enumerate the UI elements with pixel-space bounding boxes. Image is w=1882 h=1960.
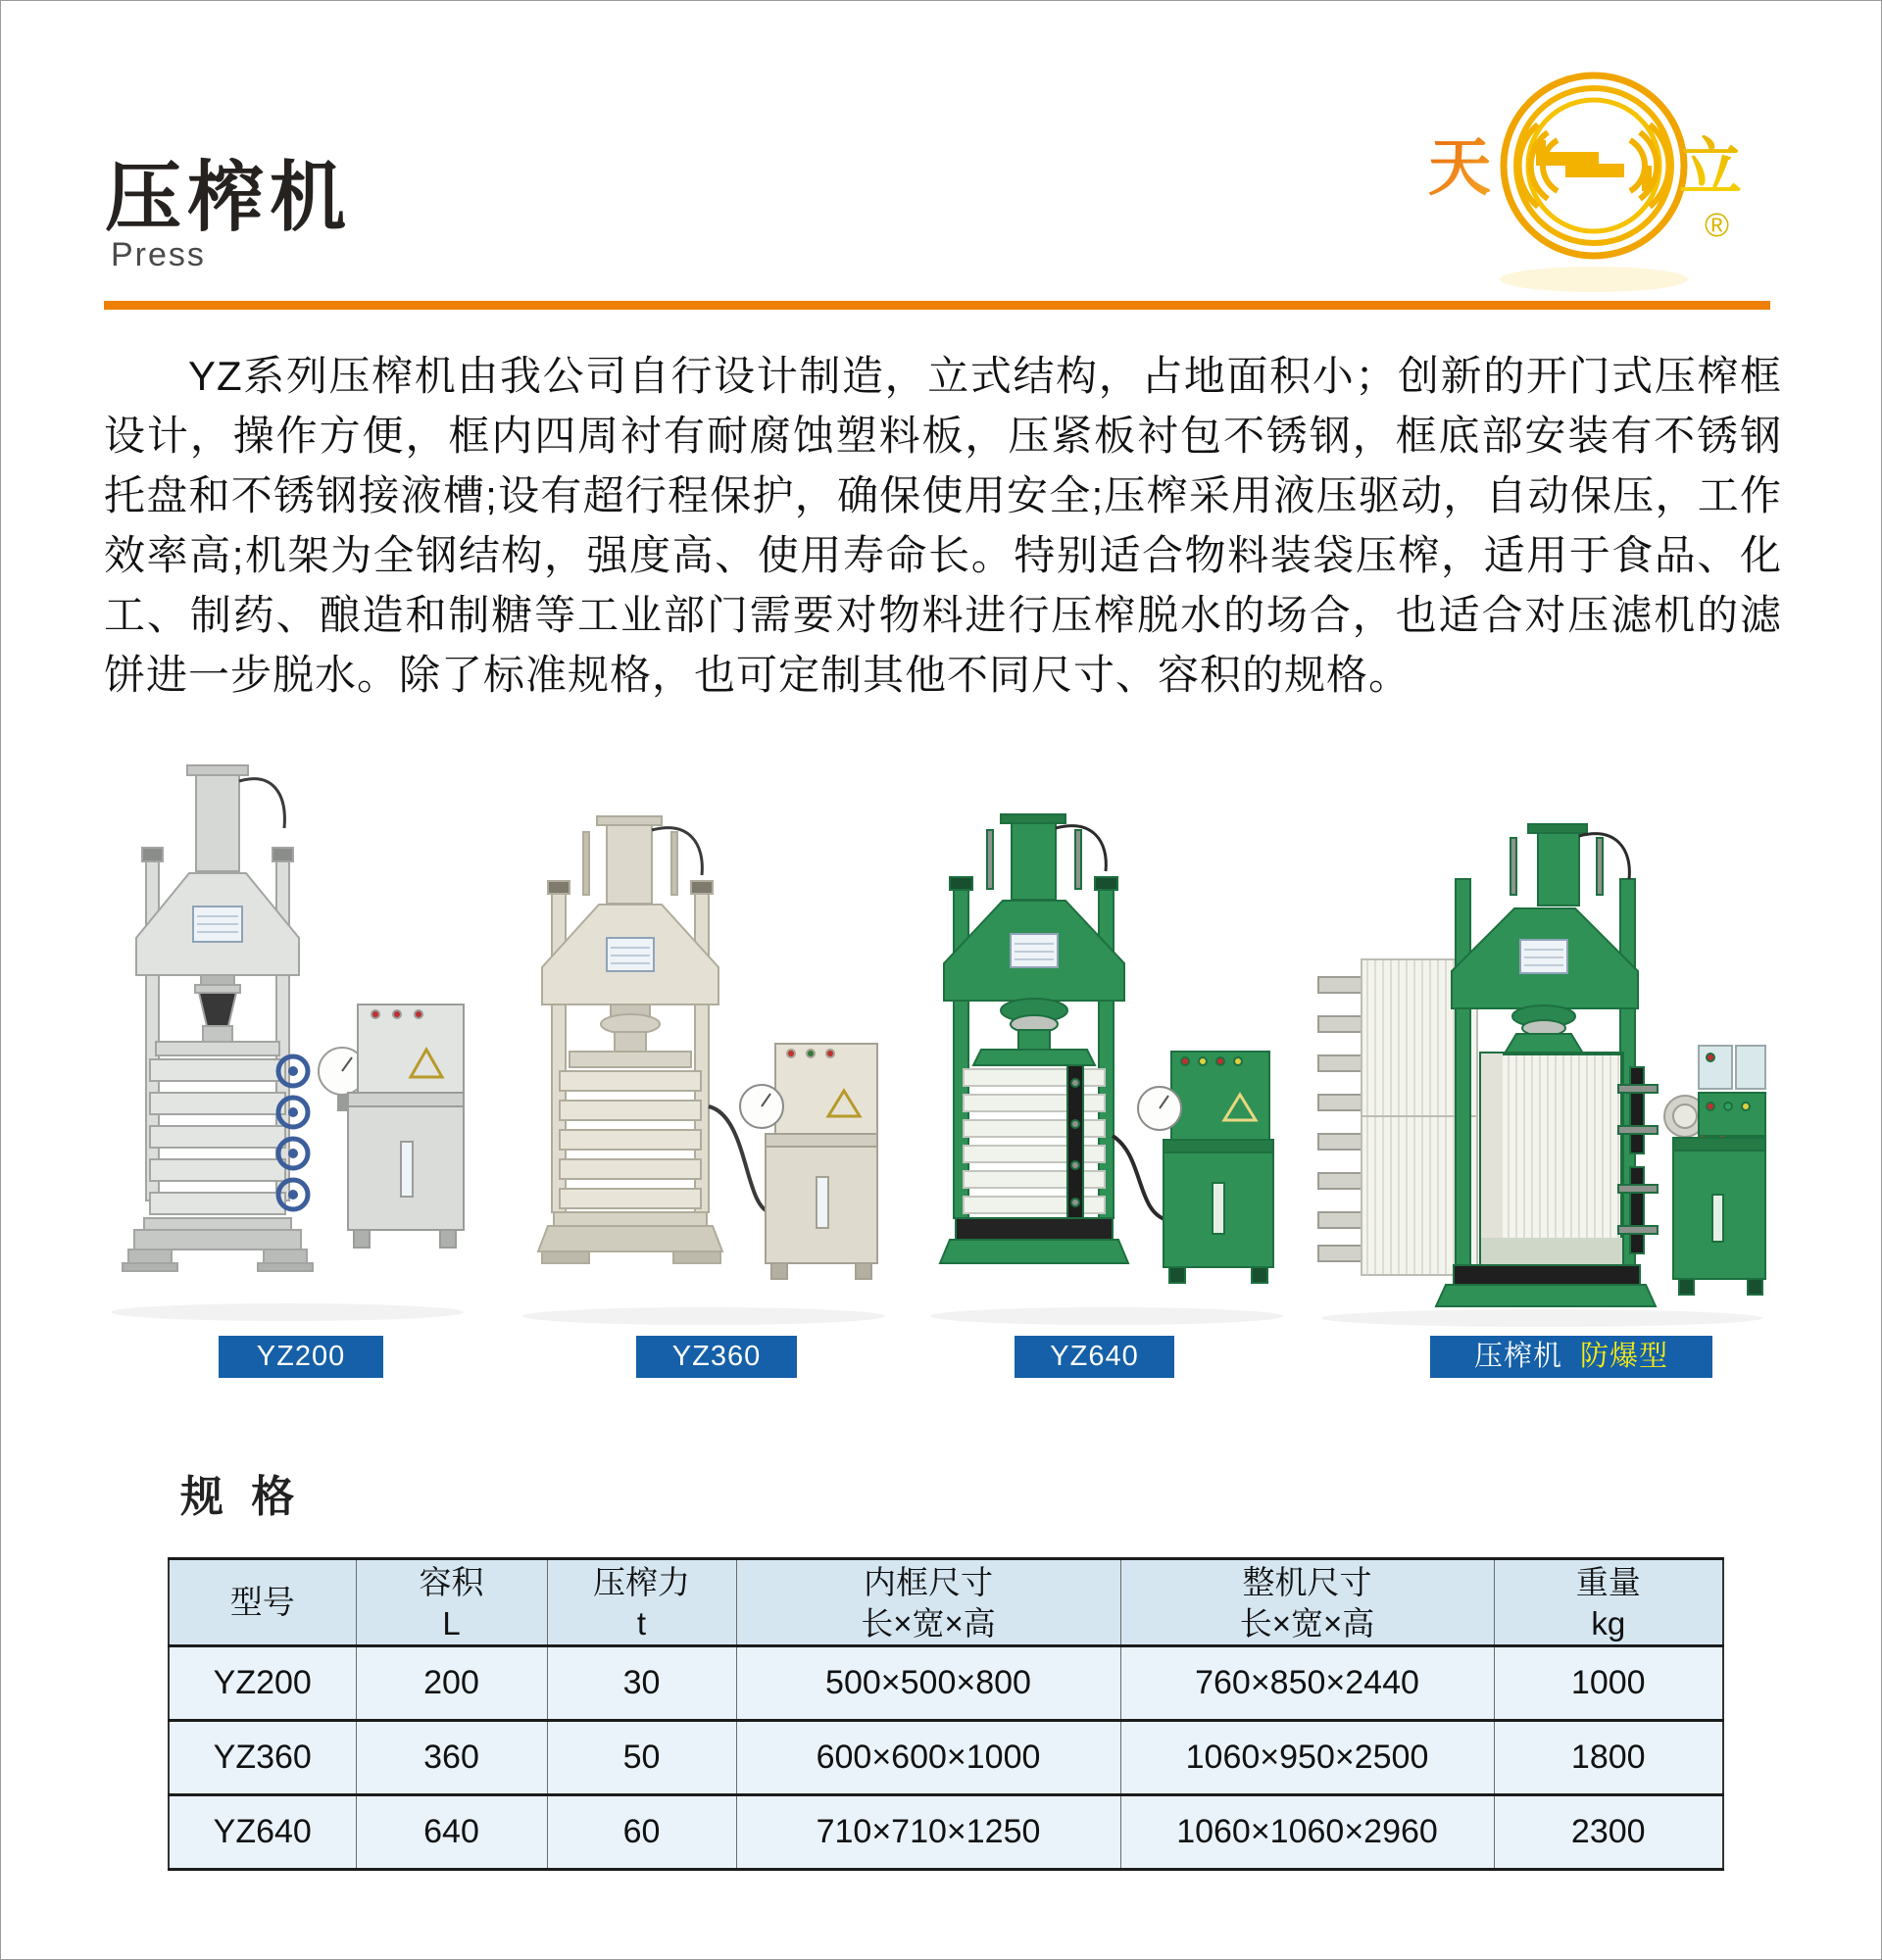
product-label-yz640 [1015,1336,1174,1378]
spec-cell: 500×500×800 [736,1646,1120,1721]
col-header-weight [1494,1559,1723,1646]
product-label-text: YZ640 [1050,1341,1139,1372]
page-title: 压榨机 [105,154,353,240]
spec-cell: 30 [547,1646,736,1721]
col-header-name: 重量 [1575,1564,1641,1600]
specs-header-row [169,1559,1723,1646]
col-header-name: 整机尺寸 [1242,1564,1372,1600]
machine-photo-yz360 [513,812,897,1330]
machine-photo-explosion-proof [1307,822,1769,1330]
spec-cell: 200 [356,1646,547,1721]
col-header-volume [356,1559,547,1646]
spec-cell: 1060×950×2500 [1120,1721,1494,1795]
product-label-yz200 [219,1336,383,1378]
page-subtitle: Press [111,236,206,273]
specs-row-yz640 [169,1795,1723,1870]
spec-cell: 2300 [1494,1795,1723,1870]
col-header-unit: kg [1591,1605,1626,1642]
col-header-unit: 长×宽×高 [861,1605,996,1642]
col-header-unit: 长×宽×高 [1239,1605,1375,1642]
product-label-text: YZ360 [671,1341,762,1372]
product-label-yz360 [636,1336,797,1378]
machine-photo-yz200 [101,758,481,1328]
spec-cell: YZ200 [169,1646,356,1721]
product-label-accent-text: 防爆型 [1580,1341,1669,1372]
spec-cell: 360 [356,1721,547,1795]
col-header-name: 压榨力 [593,1564,690,1600]
col-header-name: 内框尺寸 [864,1564,993,1600]
col-header-press-force [547,1559,736,1646]
spec-cell: 600×600×1000 [736,1721,1120,1795]
col-header-name: 型号 [229,1584,295,1620]
registered-trademark-icon: ® [1705,207,1730,244]
machine-photo-yz640 [920,812,1291,1330]
logo-left-char: 天 [1428,132,1491,203]
spec-cell: YZ640 [169,1795,356,1870]
col-header-unit: t [636,1605,647,1642]
brand-logo [1393,50,1785,303]
col-header-overall-size [1120,1559,1494,1646]
logo-press-bar-icon [1536,140,1652,191]
spec-cell: 1000 [1494,1646,1723,1721]
specs-row-yz200 [169,1646,1723,1721]
spec-cell: 1060×1060×2960 [1120,1795,1494,1870]
product-label-text: YZ200 [256,1341,346,1372]
specs-table [168,1557,1724,1871]
spec-cell: 710×710×1250 [736,1795,1120,1870]
logo-right-char: 立 [1679,132,1742,203]
spec-cell: 640 [356,1795,547,1870]
intro-paragraph: YZ系列压榨机由我公司自行设计制造，立式结构，占地面积小；创新的开门式压榨框设计，操作方便，框内四周衬有耐腐蚀塑料板，压紧板衬包不锈钢，框底部安装有不锈钢托盘和不锈钢接液槽;设有超行程保护，确保使用安全;压榨采用液压驱动，自动保压，工作效率高;机架为全钢结构，强度高、使用寿命长。特别适合物料装袋压榨，适用于食品、化工、制药、酿造和制糖等工业部门需要对物料进行压榨脱水的场合，也适合对压滤机的滤饼进一步脱水。除了标准规格，也可定制其他不同尺寸、容积的规格。 [104,353,1782,698]
product-label-explosion-proof [1430,1336,1712,1378]
explosion-proof-pump [1664,1046,1765,1295]
product-label-text: 压榨机 [1473,1341,1562,1372]
orange-divider [104,301,1770,310]
spec-cell: 1800 [1494,1721,1723,1795]
col-header-model [169,1559,356,1646]
spec-cell: YZ360 [169,1721,356,1795]
logo-reflection [1500,267,1688,292]
spec-cell: 50 [547,1721,736,1795]
specs-heading: 规 格 [180,1473,303,1521]
col-header-unit: L [442,1605,461,1642]
spec-cell: 760×850×2440 [1120,1646,1494,1721]
col-header-name: 容积 [419,1564,484,1600]
spec-cell: 60 [547,1795,736,1870]
col-header-inner-frame-size [736,1559,1120,1646]
specs-row-yz360 [169,1721,1723,1795]
